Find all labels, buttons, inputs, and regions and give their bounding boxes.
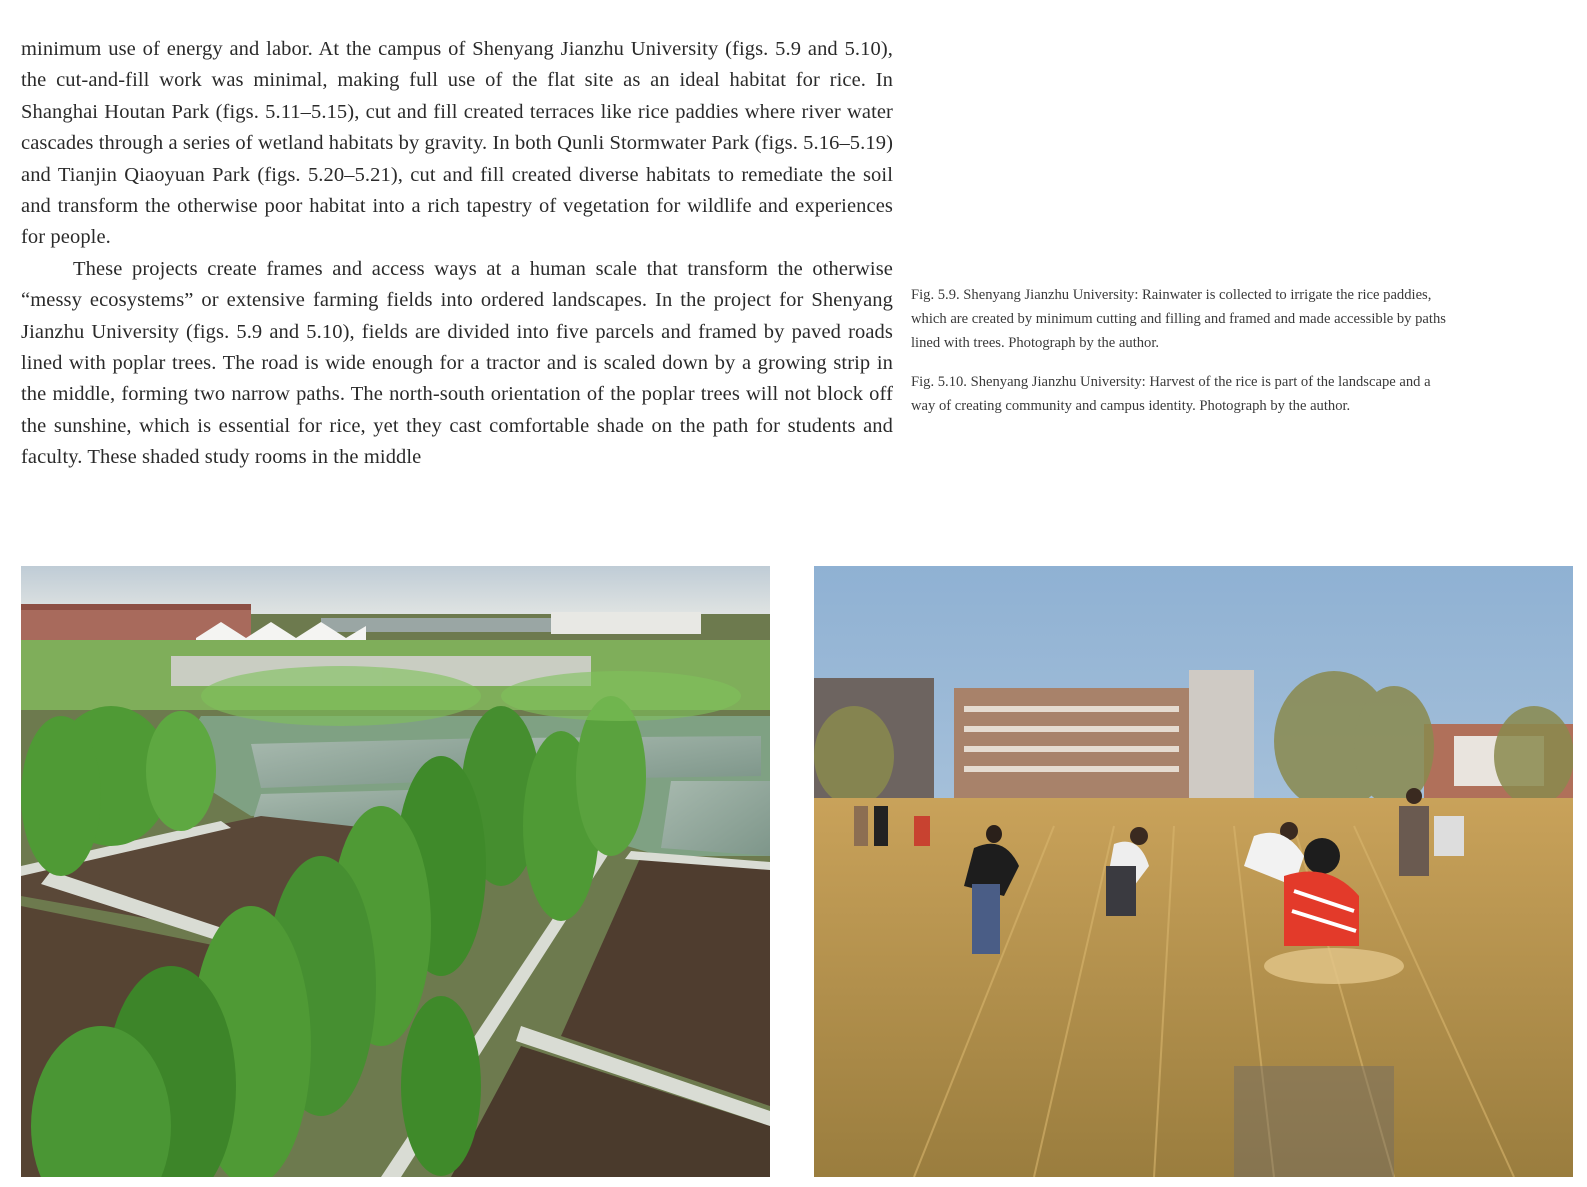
paragraph: minimum use of energy and labor. At the campus of Shenyang Jianzhu University (figs. 5.9 and 5.10), the cut-and-fill work was minimal, making full use of the flat site as an ideal habitat for rice. In Shanghai Houtan Park (figs. 5.11–5.15), cut and fill created terraces like rice paddies where river water cascades through a series of wetland habitats by gravity. In both Qunli Stormwater Park (figs. 5.16–5.19) and Tianjin Qiaoyuan Park (figs. 5.20–5.21), cut and fill created diverse habitats to remediate the soil and transform the otherwise poor habitat into a rich tapestry of vegetation for wildlife and experiences for people.	[21, 38, 893, 249]
photo-rice-paddies-aerial	[21, 566, 770, 1177]
figure-captions	[911, 283, 1446, 432]
photo-rice-harvest-image	[814, 566, 1573, 1177]
paragraph: These projects create frames and access ways at a human scale that transform the otherwise “messy ecosystems” or extensive farming fields into ordered landscapes. In the project for Shenyang Jianzhu University (figs. 5.9 and 5.10), fields are divided into five parcels and framed by paved roads lined with poplar trees. The road is wide enough for a tractor and is scaled down by a growing strip in the middle, forming two narrow paths. The north-south orientation of the poplar trees will not block off the sunshine, which is essential for rice, yet they cast comfortable shade on the path for students and faculty. These shaded study rooms in the middle	[21, 257, 893, 469]
photo-rice-harvest	[814, 566, 1573, 1177]
body-text	[21, 34, 893, 474]
photo-rice-paddies-image	[21, 566, 770, 1177]
caption-fig-5-10: Fig. 5.10. Shenyang Jianzhu University: Harvest of the rice is part of the landscape and a way of creating community and campus identity. Photograph by the author.	[911, 373, 1431, 414]
caption-fig-5-9: Fig. 5.9. Shenyang Jianzhu University: Rainwater is collected to irrigate the rice paddies, which are created by minimum cutting and filling and framed and made accessible by paths lined with trees. Photograph by the author.	[911, 287, 1446, 352]
